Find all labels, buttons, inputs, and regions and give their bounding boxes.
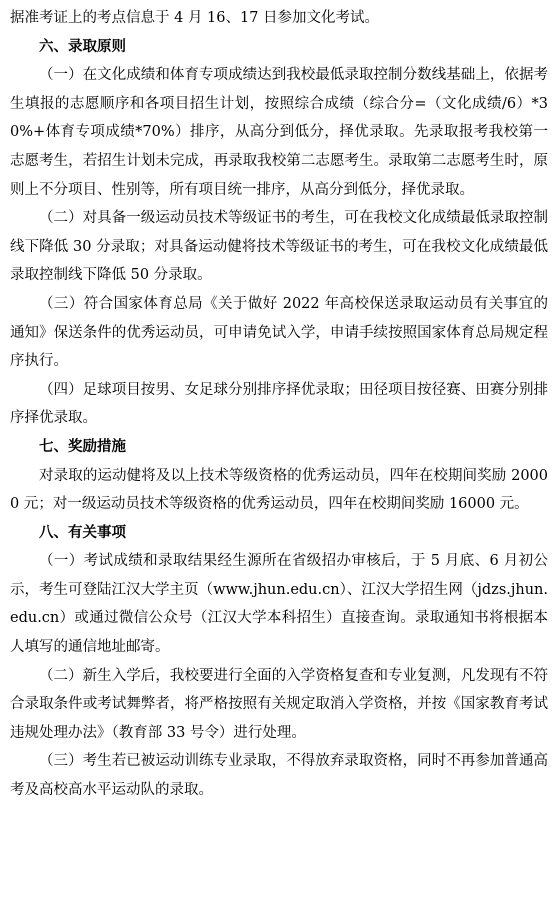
continuation-line: 据准考证上的考点信息于 4 月 16、17 日参加文化考试。 xyxy=(10,10,380,26)
paragraph-matters-3: （三）考生若已被运动训练专业录取，不得放弃录取资格，同时不再参加普通高考及高校高水平运动队的录取。 xyxy=(10,753,548,799)
section-heading-admission-principles: 六、录取原则 xyxy=(39,38,126,55)
section-heading-related-matters: 八、有关事项 xyxy=(39,524,126,541)
paragraph-admission-3: （三）符合国家体育总局《关于做好 2022 年高校保送录取运动员有关事宜的通知》保送条件的优秀运动员，可申请免试入学，申请手续按照国家体育总局规定程序执行。 xyxy=(10,295,548,370)
paragraph-admission-1: （一）在文化成绩和体育专项成绩达到我校最低录取控制分数线基础上，依据考生填报的志愿顺序和各项目招生计划，按照综合成绩（综合分=（文化成绩/6）*30%+体育专项成绩*70%）排序，从高分到低分，择优录取。先录取报考我校第一志愿考生，若招生计划未完成，再录取我校第二志愿考生。录取第二志愿考生时，原则上不分项目、性别等，所有项目统一排序，从高分到低分，择优录取。 xyxy=(10,67,548,198)
section-heading-rewards: 七、奖励措施 xyxy=(39,438,126,455)
paragraph-admission-4: （四）足球项目按男、女足球分别排序择优录取；田径项目按径赛、田赛分别排序择优录取。 xyxy=(10,381,548,427)
paragraph-matters-2: （二）新生入学后，我校要进行全面的入学资格复查和专业复测，凡发现有不符合录取条件或考试舞弊者，将严格按照有关规定取消入学资格，并按《国家教育考试违规处理办法》（教育部 33 号令）进行处理。 xyxy=(10,667,548,741)
paragraph-admission-2: （二）对具备一级运动员技术等级证书的考生，可在我校文化成绩最低录取控制线下降低 30 分录取；对具备运动健将技术等级证书的考生，可在我校文化成绩最低录取控制线下降低 50 分录取。 xyxy=(10,210,548,284)
paragraph-rewards-1: 对录取的运动健将及以上技术等级资格的优秀运动员，四年在校期间奖励 20000 元；对一级运动员技术等级资格的优秀运动员，四年在校期间奖励 16000 元。 xyxy=(10,467,548,513)
paragraph-matters-1: （一）考试成绩和录取结果经生源所在省级招办审核后，于 5 月底、6 月初公示，考生可登陆江汉大学主页（www.jhun.edu.cn）、江汉大学招生网（jdzs.jhun.edu.cn）或通过微信公众号（江汉大学本科招生）直接查询。录取通知书将根据本人填写的通信地址邮寄。 xyxy=(10,553,548,656)
